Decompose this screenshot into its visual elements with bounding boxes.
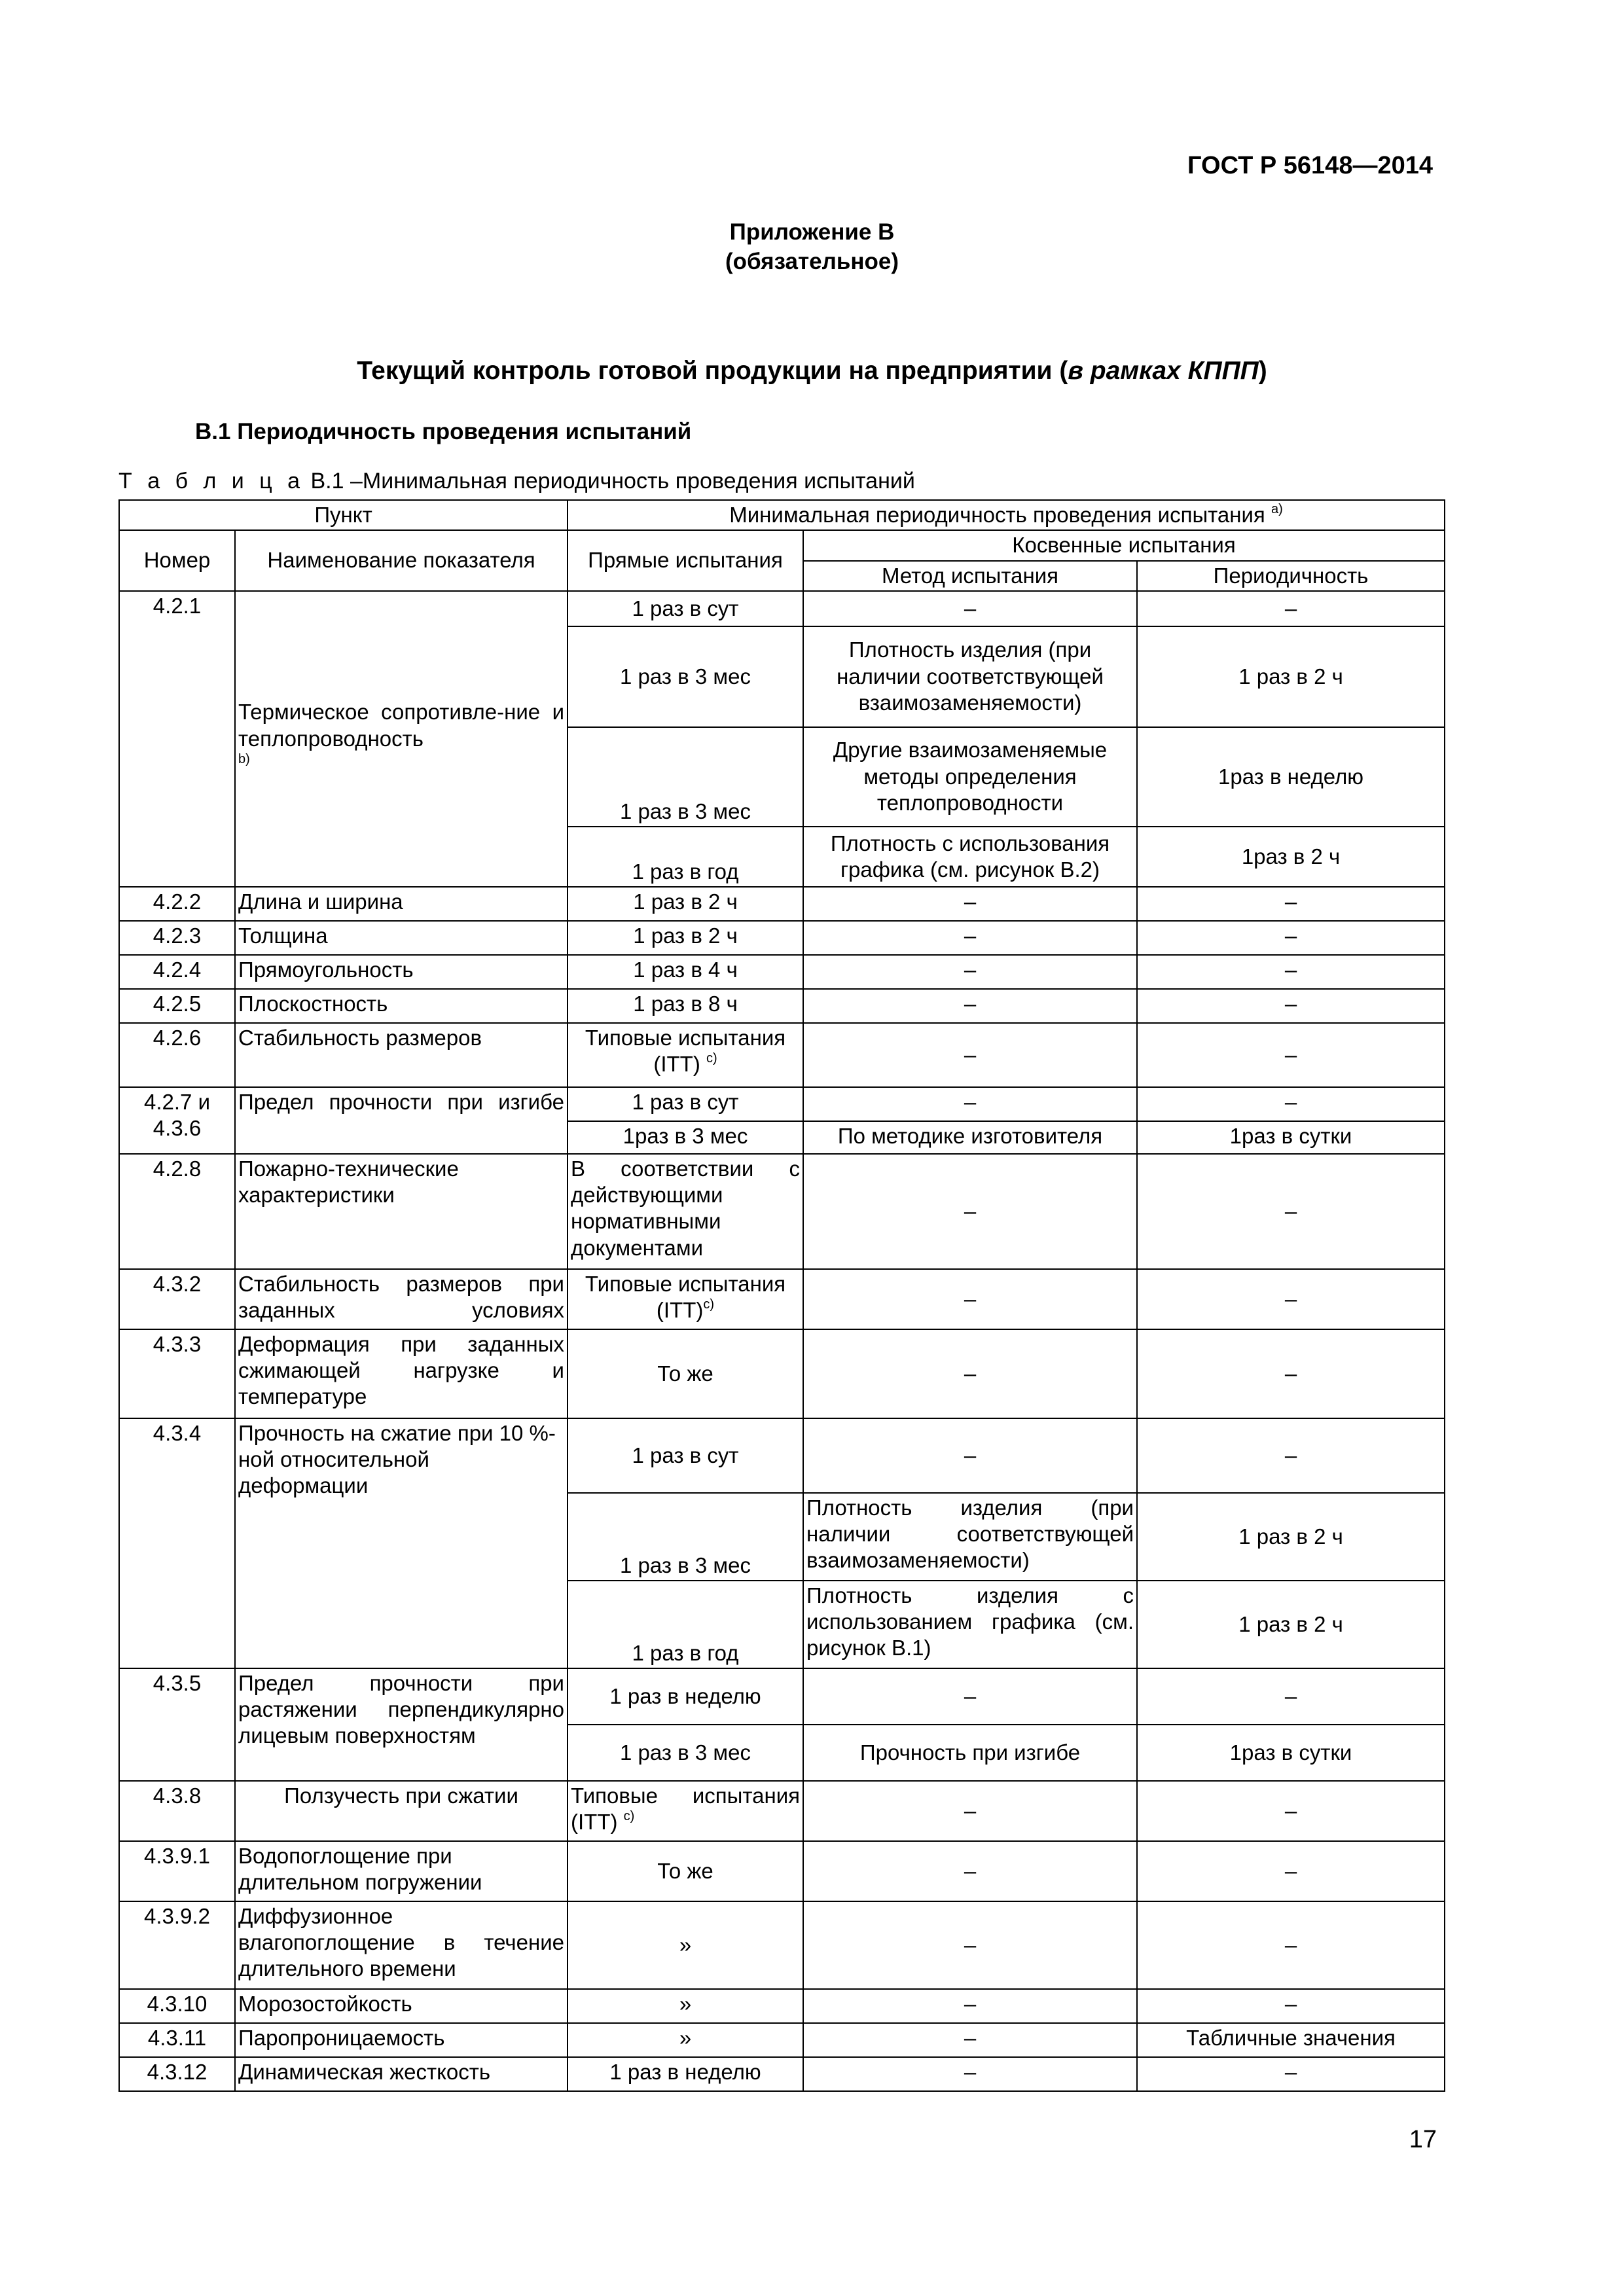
cell-method: –: [803, 921, 1137, 955]
cell-number: 4.3.8: [119, 1781, 235, 1841]
cell-method: –: [803, 1668, 1137, 1725]
cell-direct: В соответствии с действующими нормативными документами: [568, 1154, 803, 1269]
cell-name: Термическое сопротивле-ние и теплопроводность $^{b)}$: [235, 591, 568, 887]
cell-direct: »: [568, 1989, 803, 2023]
cell-method: Плотность изделия (при наличии соответствующей взаимозаменяемости): [803, 626, 1137, 727]
cell-name: Ползучесть при сжатии: [235, 1781, 568, 1841]
cell-method: По методике изготовителя: [803, 1121, 1137, 1154]
cell-method: –: [803, 1781, 1137, 1841]
header-method: Метод испытания: [803, 561, 1137, 591]
table-row: [119, 1023, 1445, 1087]
cell-name: Стабильность размеров: [235, 1023, 568, 1087]
table-row: [119, 1989, 1445, 2023]
cell-period: 1раз в сутки: [1137, 1725, 1445, 1781]
cell-method: Другие взаимозаменяемые методы определения теплопроводности: [803, 727, 1137, 827]
cell-direct: »: [568, 2023, 803, 2057]
cell-direct: Типовые испытания (ITT)$^{c)}$: [568, 1269, 803, 1329]
cell-direct: 1 раз в неделю: [568, 2057, 803, 2091]
appendix-title: Приложение В: [729, 219, 895, 245]
cell-number: 4.3.11: [119, 2023, 235, 2057]
section-heading: В.1 Периодичность проведения испытаний: [195, 419, 692, 444]
table-header-row: [119, 500, 1445, 530]
cell-period: –: [1137, 887, 1445, 921]
cell-name: Прямоугольность: [235, 955, 568, 989]
cell-method: –: [803, 2023, 1137, 2057]
header-min-periodicity: Минимальная периодичность проведения испытания $^{a)}$: [568, 500, 1445, 530]
cell-period: –: [1137, 2057, 1445, 2091]
header-period: Периодичность: [1137, 561, 1445, 591]
cell-name: Динамическая жесткость: [235, 2057, 568, 2091]
cell-direct: 1 раз в 3 мес: [568, 1493, 803, 1581]
table-row: [119, 1329, 1445, 1418]
cell-period: –: [1137, 591, 1445, 626]
cell-period: –: [1137, 1269, 1445, 1329]
cell-method: –: [803, 1329, 1137, 1418]
cell-name: Паропроницаемость: [235, 2023, 568, 2057]
title-italic: в рамках КППП: [1068, 357, 1259, 385]
document-id: ГОСТ Р 56148—2014: [1187, 152, 1433, 179]
cell-number: 4.2.5: [119, 989, 235, 1023]
cell-direct: 1 раз в неделю: [568, 1668, 803, 1725]
cell-method: –: [803, 1418, 1137, 1493]
cell-period: 1 раз в 2 ч: [1137, 626, 1445, 727]
page-title: Текущий контроль готовой продукции на предприятии (в рамках КППП): [357, 357, 1267, 385]
cell-direct: 1 раз в сут: [568, 1418, 803, 1493]
table-row: [119, 2023, 1445, 2057]
cell-period: –: [1137, 1329, 1445, 1418]
table-row: [119, 989, 1445, 1023]
cell-method: –: [803, 2057, 1137, 2091]
cell-method: –: [803, 1901, 1137, 1989]
cell-direct: Типовые испытания (ITT) $^{c)}$: [568, 1023, 803, 1087]
cell-direct: 1 раз в 3 мес: [568, 727, 803, 827]
header-indirect: Косвенные испытания: [803, 530, 1445, 560]
table-row: [119, 1269, 1445, 1329]
table-header-row: [119, 530, 1445, 560]
cell-direct: 1 раз в 8 ч: [568, 989, 803, 1023]
cell-period: –: [1137, 921, 1445, 955]
page-number: 17: [1409, 2126, 1437, 2153]
cell-number: 4.3.2: [119, 1269, 235, 1329]
cell-method: –: [803, 1154, 1137, 1269]
cell-name: Морозостойкость: [235, 1989, 568, 2023]
cell-number: 4.3.9.2: [119, 1901, 235, 1989]
table-row: [119, 921, 1445, 955]
cell-name: Стабильность размеров при заданных условиях: [235, 1269, 568, 1329]
cell-method: Плотность с использования графика (см. рисунок В.2): [803, 827, 1137, 887]
cell-period: –: [1137, 1989, 1445, 2023]
cell-direct: 1 раз в 4 ч: [568, 955, 803, 989]
cell-number: 4.3.4: [119, 1418, 235, 1668]
header-number: Номер: [119, 530, 235, 591]
cell-method: –: [803, 887, 1137, 921]
cell-number: 4.3.3: [119, 1329, 235, 1418]
cell-period: 1раз в сутки: [1137, 1121, 1445, 1154]
cell-period: –: [1137, 989, 1445, 1023]
cell-period: 1 раз в 2 ч: [1137, 1581, 1445, 1668]
cell-number: 4.3.10: [119, 1989, 235, 2023]
cell-name: Пожарно-технические характеристики: [235, 1154, 568, 1269]
cell-method: –: [803, 1269, 1137, 1329]
header-direct: Прямые испытания: [568, 530, 803, 591]
table-caption: Т а б л и ц а В.1 –Минимальная периодичность проведения испытаний: [118, 469, 915, 493]
table-row: [119, 1668, 1445, 1725]
cell-period: –: [1137, 1841, 1445, 1901]
table-row: [119, 2057, 1445, 2091]
cell-period: –: [1137, 1087, 1445, 1121]
table-row: [119, 1841, 1445, 1901]
cell-period: 1раз в 2 ч: [1137, 827, 1445, 887]
cell-method: –: [803, 1087, 1137, 1121]
table-row: [119, 1781, 1445, 1841]
cell-period: –: [1137, 955, 1445, 989]
cell-name: Водопоглощение при длительном погружении: [235, 1841, 568, 1901]
cell-direct: 1раз в 3 мес: [568, 1121, 803, 1154]
table-row: [119, 1901, 1445, 1989]
table-row: [119, 1418, 1445, 1493]
cell-direct: »: [568, 1901, 803, 1989]
cell-name: Плоскостность: [235, 989, 568, 1023]
cell-method: Прочность при изгибе: [803, 1725, 1137, 1781]
cell-direct: Типовые испытания (ITT) $^{c)}$: [568, 1781, 803, 1841]
cell-direct: То же: [568, 1329, 803, 1418]
cell-period: –: [1137, 1668, 1445, 1725]
cell-direct: 1 раз в год: [568, 1581, 803, 1668]
cell-name: Прочность на сжатие при 10 %-ной относительной деформации: [235, 1418, 568, 1668]
cell-period: Табличные значения: [1137, 2023, 1445, 2057]
cell-direct: 1 раз в сут: [568, 591, 803, 626]
cell-number: 4.2.8: [119, 1154, 235, 1269]
cell-name: Предел прочности при изгибе: [235, 1087, 568, 1154]
cell-number: 4.2.7 и 4.3.6: [119, 1087, 235, 1154]
cell-direct: 1 раз в сут: [568, 1087, 803, 1121]
cell-name: Длина и ширина: [235, 887, 568, 921]
cell-period: –: [1137, 1023, 1445, 1087]
cell-direct: 1 раз в 3 мес: [568, 626, 803, 727]
cell-name: Толщина: [235, 921, 568, 955]
cell-number: 4.3.5: [119, 1668, 235, 1781]
cell-number: 4.2.6: [119, 1023, 235, 1087]
appendix-kind: (обязательное): [725, 249, 899, 274]
cell-method: –: [803, 989, 1137, 1023]
cell-period: –: [1137, 1418, 1445, 1493]
cell-number: 4.2.3: [119, 921, 235, 955]
cell-number: 4.2.4: [119, 955, 235, 989]
cell-number: 4.2.2: [119, 887, 235, 921]
cell-direct: 1 раз в 2 ч: [568, 887, 803, 921]
cell-period: 1раз в неделю: [1137, 727, 1445, 827]
cell-number: 4.3.9.1: [119, 1841, 235, 1901]
table-row: [119, 1087, 1445, 1121]
cell-number: 4.2.1: [119, 591, 235, 887]
table-row: [119, 887, 1445, 921]
cell-period: –: [1137, 1154, 1445, 1269]
cell-method: –: [803, 591, 1137, 626]
cell-direct: 1 раз в 3 мес: [568, 1725, 803, 1781]
cell-name: Диффузионное влагопоглощение в течение длительного времени: [235, 1901, 568, 1989]
cell-name: Деформация при заданных сжимающей нагрузке и температуре: [235, 1329, 568, 1418]
cell-name: Предел прочности при растяжении перпендикулярно лицевым поверхностям: [235, 1668, 568, 1781]
cell-method: –: [803, 1841, 1137, 1901]
table-row: [119, 955, 1445, 989]
table-row: [119, 591, 1445, 626]
header-punkt: Пункт: [119, 500, 568, 530]
table-row: [119, 1154, 1445, 1269]
periodicity-table: [118, 499, 1445, 2092]
cell-period: –: [1137, 1781, 1445, 1841]
cell-direct: 1 раз в год: [568, 827, 803, 887]
cell-method: Плотность изделия (при наличии соответствующей взаимозаменяемости): [803, 1493, 1137, 1581]
cell-method: –: [803, 955, 1137, 989]
cell-direct: То же: [568, 1841, 803, 1901]
cell-direct: 1 раз в 2 ч: [568, 921, 803, 955]
cell-period: 1 раз в 2 ч: [1137, 1493, 1445, 1581]
cell-method: –: [803, 1989, 1137, 2023]
cell-number: 4.3.12: [119, 2057, 235, 2091]
cell-method: –: [803, 1023, 1137, 1087]
cell-method: Плотность изделия с использованием графика (см. рисунок В.1): [803, 1581, 1137, 1668]
cell-period: –: [1137, 1901, 1445, 1989]
header-name: Наименование показателя: [235, 530, 568, 591]
